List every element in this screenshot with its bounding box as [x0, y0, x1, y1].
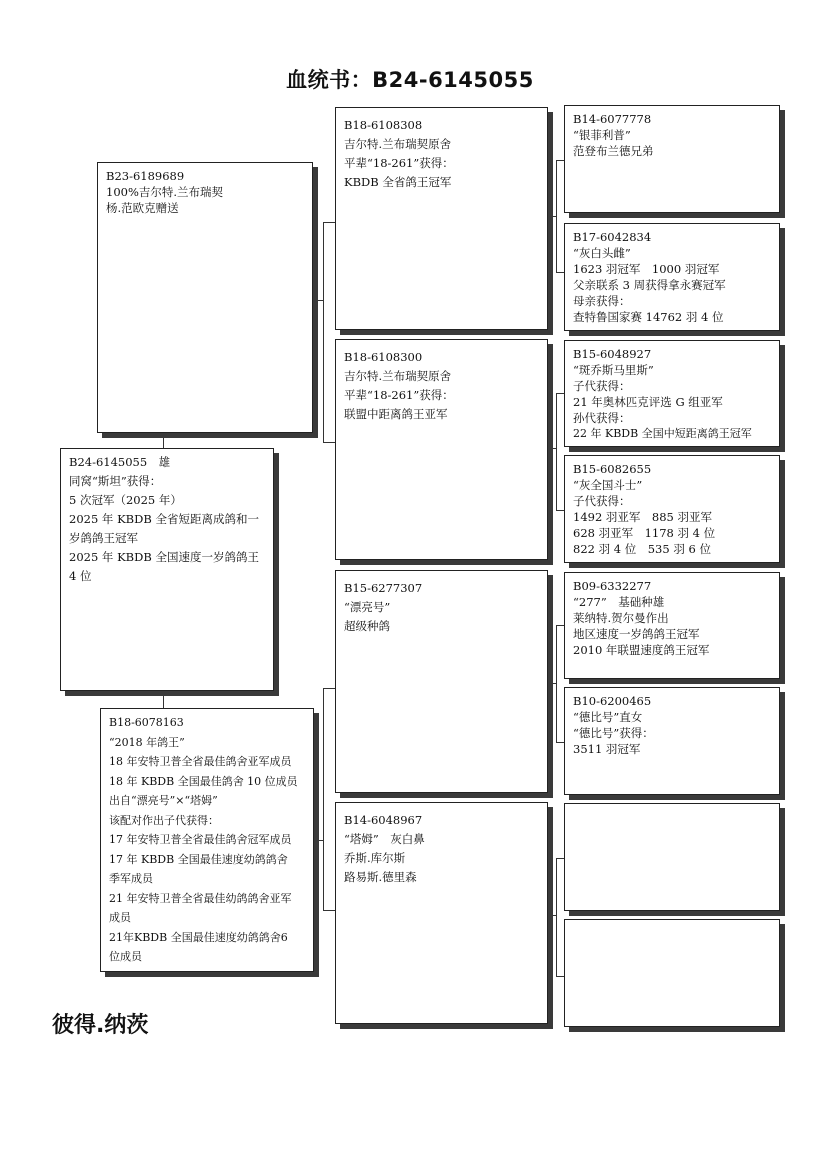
dam-line: 成员 — [109, 911, 131, 924]
gp2-line: 吉尔特.兰布瑞契原舍 — [344, 369, 452, 383]
connector — [548, 683, 556, 684]
ggp4-line: 628 羽亚军 1178 羽 4 位 — [573, 526, 716, 540]
ggp3-line: “斑乔斯马里斯” — [573, 363, 654, 377]
connector — [556, 742, 564, 743]
connector — [313, 840, 323, 841]
dam-box — [100, 708, 314, 972]
connector — [556, 393, 564, 394]
great-grandparent-box-1 — [564, 105, 780, 213]
grandparent-box-2 — [335, 339, 548, 560]
subject-line: 岁鸽鸽王冠军 — [69, 531, 138, 545]
ggp4-line: 子代获得： — [573, 494, 631, 508]
ggp6-line: “德比号”获得： — [573, 726, 654, 740]
ggp5-line: B09-6332277 — [573, 579, 652, 593]
ggp5-line: 莱纳特.贺尔曼作出 — [573, 611, 669, 625]
grandparent-box-4 — [335, 802, 548, 1024]
gp4-line: 乔斯.库尔斯 — [344, 851, 406, 865]
connector — [556, 625, 557, 742]
subject-box — [60, 448, 274, 691]
sire-line: 100%吉尔特.兰布瑞契 — [106, 185, 224, 199]
ggp1-line: B14-6077778 — [573, 112, 652, 126]
ggp5-line: 2010 年联盟速度鸽王冠军 — [573, 643, 710, 657]
great-grandparent-box-4 — [564, 455, 780, 563]
connector — [556, 625, 564, 626]
subject-line: 4 位 — [69, 569, 92, 583]
connector — [556, 272, 564, 273]
ggp1-line: “银菲利普” — [573, 128, 631, 142]
great-grandparent-box-5 — [564, 572, 780, 679]
great-grandparent-box-7 — [564, 803, 780, 911]
gp1-line: 平辈“18-261”获得： — [344, 156, 454, 170]
sire-line: 杨.范欧克赠送 — [106, 201, 179, 215]
dam-line: 18 年安特卫普全省最佳鸽舍亚军成员 — [109, 755, 292, 768]
gp4-line: “塔姆” 灰白鼻 — [344, 832, 425, 846]
gp4-line: 路易斯.德里森 — [344, 870, 417, 884]
connector — [556, 510, 564, 511]
ggp4-line: 1492 羽亚军 885 羽亚军 — [573, 510, 713, 524]
gp2-line: B18-6108300 — [344, 350, 423, 364]
ggp2-line: 父亲联系 3 周获得拿永赛冠军 — [573, 278, 726, 292]
ggp4-line: “灰全国斗士” — [573, 478, 643, 492]
ggp2-line: B17-6042834 — [573, 230, 652, 244]
ggp3-line: 子代获得： — [573, 379, 631, 393]
subject-line: 2025 年 KBDB 全省短距离成鸽和一 — [69, 512, 259, 526]
connector — [548, 216, 556, 217]
ggp6-line: “德比号”直女 — [573, 710, 643, 724]
grandparent-box-3 — [335, 570, 548, 793]
ggp3-line: 孙代获得： — [573, 411, 631, 425]
sire-line: B23-6189689 — [106, 169, 185, 183]
connector — [556, 976, 564, 977]
dam-line: 21 年安特卫普全省最佳幼鸽鸽舍亚军 — [109, 891, 292, 905]
great-grandparent-box-8 — [564, 919, 780, 1027]
dam-line: 17 年安特卫普全省最佳鸽舍冠军成员 — [109, 833, 292, 846]
ggp4-line: B15-6082655 — [573, 462, 652, 476]
connector — [548, 448, 556, 449]
connector — [323, 688, 335, 689]
great-grandparent-box-3 — [564, 340, 780, 447]
great-grandparent-box-2 — [564, 223, 780, 331]
ggp3-line: 22 年 KBDB 全国中短距离鸽王冠军 — [573, 427, 752, 440]
connector — [313, 300, 323, 301]
gp1-line: 吉尔特.兰布瑞契原舍 — [344, 137, 452, 151]
gp1-line: KBDB 全省鸽王冠军 — [344, 175, 452, 189]
dam-line: “2018 年鸽王” — [109, 735, 185, 749]
subject-line: 2025 年 KBDB 全国速度一岁鸽鸽王 — [69, 550, 259, 564]
dam-line: 18 年 KBDB 全国最佳鸽舍 10 位成员 — [109, 774, 298, 788]
subject-line: B24-6145055 雄 — [69, 455, 171, 469]
gp3-line: B15-6277307 — [344, 581, 423, 595]
connector — [163, 691, 164, 708]
sire-box — [97, 162, 313, 433]
great-grandparent-box-6 — [564, 687, 780, 795]
connector — [548, 915, 556, 916]
connector — [556, 160, 564, 161]
gp3-line: “漂亮号” — [344, 600, 391, 614]
ggp3-line: B15-6048927 — [573, 347, 652, 361]
ggp2-line: “灰白头雌” — [573, 246, 631, 260]
dam-line: 位成员 — [109, 950, 142, 963]
ggp6-line: 3511 羽冠军 — [573, 742, 641, 756]
gp1-line: B18-6108308 — [344, 118, 423, 132]
connector — [323, 442, 335, 443]
ggp2-line: 1623 羽冠军 1000 羽冠军 — [573, 262, 720, 276]
dam-line: 季军成员 — [109, 872, 153, 885]
connector — [556, 393, 557, 510]
dam-line: 17 年 KBDB 全国最佳速度幼鸽鸽舍 — [109, 852, 288, 866]
connector — [323, 910, 335, 911]
ggp5-line: 地区速度一岁鸽鸽王冠军 — [573, 627, 700, 641]
ggp6-line: B10-6200465 — [573, 694, 652, 708]
ggp2-line: 查特鲁国家赛 14762 羽 4 位 — [573, 310, 724, 324]
ggp5-line: “277” 基础种雄 — [573, 595, 665, 609]
gp2-line: 平辈“18-261”获得： — [344, 388, 454, 402]
ggp2-line: 母亲获得： — [573, 294, 631, 308]
connector — [163, 433, 164, 448]
connector — [556, 858, 557, 976]
ggp1-line: 范登布兰德兄弟 — [573, 144, 654, 158]
ggp4-line: 822 羽 4 位 535 羽 6 位 — [573, 542, 711, 556]
owner-name: 彼得.纳茨 — [52, 1013, 149, 1038]
connector — [556, 858, 564, 859]
subject-line: 5 次冠军（2025 年） — [69, 493, 182, 507]
subject-line: 同窝“斯坦”获得： — [69, 474, 162, 488]
pedigree-title: 血统书：B24-6145055 — [286, 68, 534, 92]
connector — [556, 160, 557, 272]
gp2-line: 联盟中距离鸽王亚军 — [344, 407, 448, 421]
gp4-line: B14-6048967 — [344, 813, 423, 827]
dam-line: 出自“漂亮号”×“塔姆” — [109, 794, 218, 807]
dam-line: B18-6078163 — [109, 716, 184, 729]
dam-line: 该配对作出子代获得： — [109, 813, 219, 827]
connector — [323, 222, 324, 442]
ggp3-line: 21 年奥林匹克评选 G 组亚军 — [573, 395, 723, 409]
connector — [323, 688, 324, 910]
connector — [323, 222, 335, 223]
dam-line: 21年KBDB 全国最佳速度幼鸽鸽舍6 — [109, 930, 288, 944]
gp3-line: 超级种鸽 — [344, 619, 390, 633]
grandparent-box-1 — [335, 107, 548, 330]
